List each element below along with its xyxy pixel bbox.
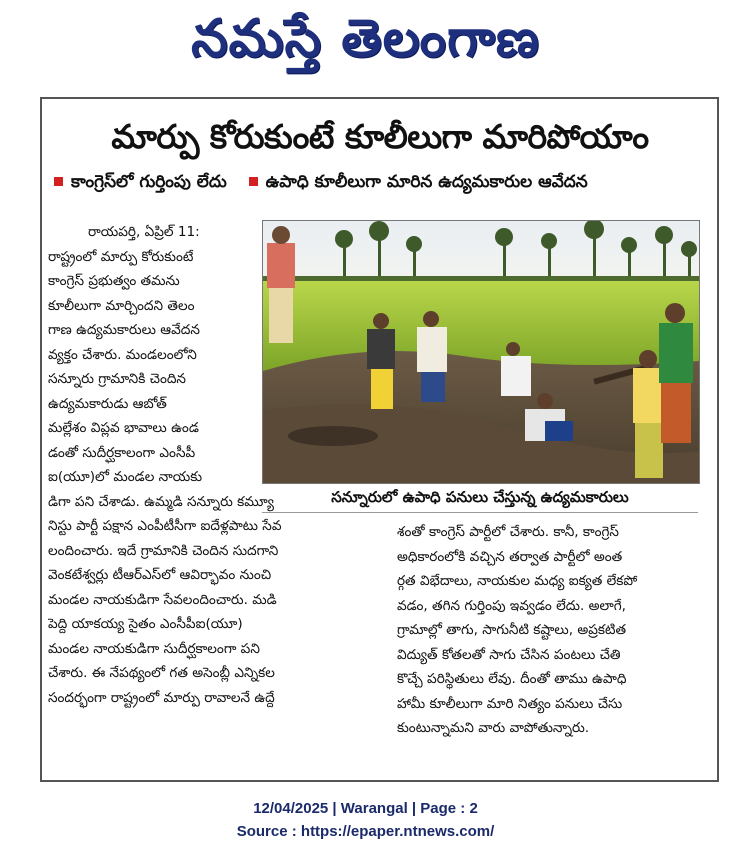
article-line: కుంటున్నామని వారు వాపోతున్నారు. [397, 720, 590, 736]
article-line: విద్యుత్ కోతలతో సాగు చేసిన పంటలు చేతి [397, 646, 621, 663]
article-line: డంతో సుదీర్ఘకాలంగా ఎంసీపీ [48, 444, 196, 461]
article-headline: మార్పు కోరుకుంటే కూలీలుగా మారిపోయాం [111, 117, 649, 156]
article-subheads [54, 172, 709, 198]
article-line: రాష్ట్రంలో మార్పు కోరుకుంటే [48, 248, 194, 265]
subhead-2 [249, 172, 588, 196]
article-line: మండల నాయకుడిగా సేవలందించారు. మడి [48, 591, 277, 608]
article-right-column [397, 520, 700, 741]
red-square-bullet-icon [249, 177, 258, 186]
article-line: చేశారు. ఈ నేపథ్యంలో గత అసెంబ్లీ ఎన్నికల [48, 665, 275, 681]
article-line: సందర్భంగా రాష్ట్రంలో మార్పు రావాలనే ఉద్దే [48, 689, 275, 706]
article-line: లందించారు. ఇదే గ్రామానికి చెందిన సుదగాని [48, 542, 279, 559]
article-line: ఉద్యమకారుడు ఆబోత్ [48, 395, 167, 412]
footer-date-line: 12/04/2025 | Warangal | Page : 2 [253, 800, 478, 817]
subhead-1-text: కాంగ్రెస్‌లో గుర్తింపు లేదు [71, 172, 227, 192]
article-line: రాయపర్తి, ఏప్రిల్ 11: [88, 224, 200, 240]
article-line: వెంకటేశ్వర్లు టీఆర్ఎస్‌లో ఆవిర్భావం నుంచి [48, 567, 272, 583]
article-line: కూలీలుగా మార్చిందని తెలం [48, 297, 195, 314]
article-line: నిస్టు పార్టీ పక్షాన ఎంపీటీసీగా ఐదేళ్లపాటు సేవ [48, 518, 282, 534]
newspaper-title: నమస్తే తెలంగాణ [191, 8, 540, 69]
article-line: పెద్ది యాకయ్య సైతం ఎంసీపీఐ(యూ) [48, 616, 243, 632]
article-line: శంతో కాంగ్రెస్ పార్టీలో చేశారు. కానీ, కాంగ్రెస్ [397, 524, 619, 540]
masthead [0, 0, 731, 80]
subhead-2-text: ఉపాధి కూలీలుగా మారిన ఉద్యమకారుల ఆవేదన [265, 172, 588, 192]
article-line: కొచ్చే పరిస్థితులు లేవు. దీంతో తాము ఉపాధి [397, 671, 627, 687]
article-line: ర్గత విభేదాలు, నాయకుల మధ్య ఐక్యత లేకపో [397, 573, 638, 589]
photo-caption: సన్నూరులో ఉపాధి పనులు చేస్తున్న ఉద్యమకారులు [262, 482, 698, 513]
article-line: డిగా పని చేశాడు. ఉమ్మడి సన్నూరు కమ్యూ [48, 493, 274, 510]
article-line: గాణ ఉద్యమకారులు ఆవేదన [48, 322, 200, 338]
article-line: మల్లేశం విప్లవ భావాలు ఉండ [48, 420, 199, 436]
article-line: వడం, తగిన గుర్తింపు ఇవ్వడం లేదు. అలాగే, [397, 597, 626, 614]
article-line: హామీ కూలీలుగా మారి నిత్యం పనులు చేసు [397, 695, 623, 712]
article-line: ఐ(యూ)లో మండల నాయకు [48, 469, 203, 485]
red-square-bullet-icon [54, 177, 63, 186]
article-line: కాంగ్రెస్ ప్రభుత్వం తమను [48, 273, 180, 289]
article-line: గ్రామాల్లో తాగు, సాగునీటి కష్టాలు, అప్రకటిత [397, 622, 627, 638]
article-line: అధికారంలోకి వచ్చిన తర్వాత పార్టీలో అంత [397, 548, 623, 565]
article-line: వ్యక్తం చేశారు. మండలంలోని [48, 346, 197, 363]
subhead-1 [54, 172, 227, 196]
field-workers-photo-illustration [263, 221, 699, 483]
article-photo [262, 220, 700, 484]
article-line: సన్నూరు గ్రామానికి చెందిన [48, 371, 186, 387]
article-frame-bottom [40, 780, 719, 782]
article-line: మండల నాయకుడిగా సుదీర్ఘకాలంగా పని [48, 640, 260, 657]
footer-source-line[interactable]: Source : https://epaper.ntnews.com/ [236, 823, 495, 840]
